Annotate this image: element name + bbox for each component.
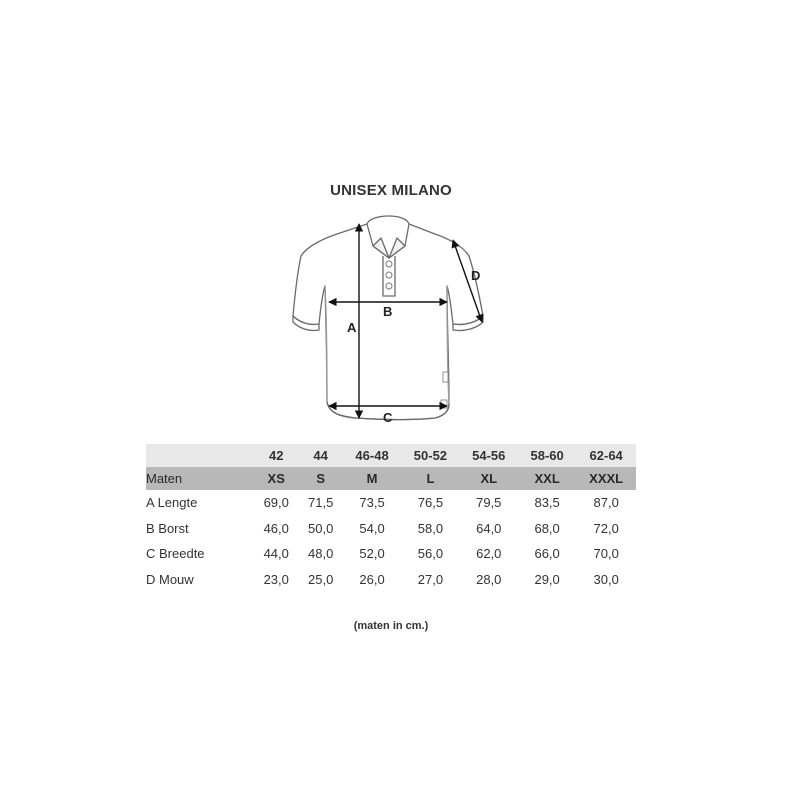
header-size-cell: S [298,467,342,490]
size-chart-table [146,444,636,592]
header-size-cell: M [343,467,401,490]
table-cell: 71,5 [308,495,334,511]
header-size-cell: XL [460,467,518,490]
table-cell: 68,0 [534,520,560,536]
table-header-numbers [146,444,636,467]
header-number-cell: 46-48 [343,444,401,467]
table-cell: 79,5 [476,495,502,511]
table-cell: 29,0 [534,571,560,587]
table-cell: 72,0 [593,520,619,536]
dimension-d-label: D [471,268,481,283]
row-label: A Lengte [146,495,198,511]
table-cell: 23,0 [263,571,289,587]
table-row-lengte [146,490,636,516]
units-footnote: (maten in cm.) [353,620,429,632]
dimension-c-label: C [383,410,393,425]
table-cell: 52,0 [359,546,385,562]
header-number-cell: 44 [298,444,342,467]
table-cell: 58,0 [417,520,444,536]
table-header-sizes [146,467,636,490]
product-title: UNISEX MILANO [330,182,452,199]
table-cell: 66,0 [534,546,560,562]
table-cell: 46,0 [263,520,289,536]
table-cell: 69,0 [263,495,289,511]
table-cell: 62,0 [476,546,502,562]
header-size-cell: L [401,467,459,490]
table-cell: 48,0 [308,546,334,562]
table-cell: 56,0 [417,546,444,562]
table-cell: 25,0 [308,571,334,587]
row-label: D Mouw [146,571,194,587]
table-cell: 26,0 [359,571,385,587]
table-row-borst [146,516,636,542]
button-1 [386,261,392,267]
polo-shirt-diagram [285,212,495,430]
header-size-label: Maten [146,467,254,490]
table-cell: 50,0 [308,520,334,536]
table-cell: 30,0 [593,571,619,587]
table-cell: 44,0 [263,546,289,562]
table-cell: 73,5 [359,495,385,511]
placket-buttons [386,261,392,289]
table-cell: 87,0 [593,495,619,511]
table-row-mouw [146,567,636,593]
header-number-cell [146,444,254,467]
button-2 [386,272,392,278]
header-number-cell: 62-64 [576,444,636,467]
header-size-cell: XXXL [576,467,636,490]
header-number-cell: 42 [254,444,298,467]
table-cell: 28,0 [476,571,502,587]
table-cell: 64,0 [476,520,502,536]
table-cell: 83,5 [534,495,560,511]
header-size-cell: XXL [518,467,576,490]
table-cell: 27,0 [417,571,444,587]
button-3 [386,283,392,289]
dimension-b-label: B [383,304,393,319]
header-number-cell: 50-52 [401,444,459,467]
table-row-breedte [146,541,636,567]
header-number-cell: 54-56 [460,444,518,467]
row-label: B Borst [146,520,189,536]
dimension-a-label: A [347,320,357,335]
header-number-cell: 58-60 [518,444,576,467]
row-label: C Breedte [146,546,205,562]
table-cell: 70,0 [593,546,619,562]
header-size-cell: XS [254,467,298,490]
table-cell: 76,5 [417,495,444,511]
table-cell: 54,0 [359,520,385,536]
